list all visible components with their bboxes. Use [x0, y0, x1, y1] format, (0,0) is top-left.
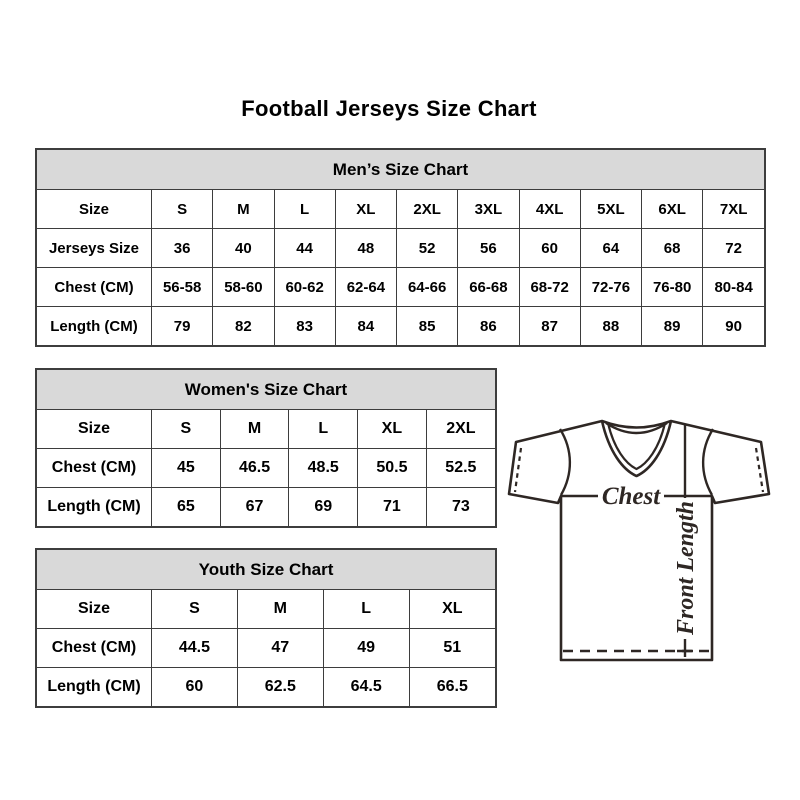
value-cell: 47 — [237, 629, 323, 668]
value-cell: L — [274, 190, 335, 229]
value-cell: 65 — [152, 488, 221, 527]
row-label-cell: Size — [37, 190, 152, 229]
youth-table-title: Youth Size Chart — [37, 550, 495, 590]
value-cell: 51 — [409, 629, 495, 668]
row-label-cell: Size — [37, 590, 152, 629]
value-cell: 48.5 — [289, 449, 358, 488]
value-cell: 45 — [152, 449, 221, 488]
value-cell: 49 — [323, 629, 409, 668]
row-label-cell: Chest (CM) — [37, 268, 152, 307]
value-cell: 4XL — [519, 190, 580, 229]
mens-table-title: Men’s Size Chart — [37, 150, 764, 190]
jersey-measurement-diagram — [503, 410, 775, 664]
value-cell: M — [237, 590, 323, 629]
value-cell: S — [152, 190, 213, 229]
value-cell: 84 — [335, 307, 396, 346]
row-label-cell: Size — [37, 410, 152, 449]
value-cell: 62.5 — [237, 668, 323, 707]
value-cell: S — [152, 590, 238, 629]
value-cell: L — [323, 590, 409, 629]
value-cell: XL — [335, 190, 396, 229]
mens-size-chart-table — [35, 148, 766, 347]
table-row — [37, 668, 495, 707]
row-label-cell: Length (CM) — [37, 488, 152, 527]
value-cell: 60 — [519, 229, 580, 268]
value-cell: 90 — [703, 307, 764, 346]
value-cell: 6XL — [642, 190, 703, 229]
value-cell: 50.5 — [358, 449, 427, 488]
value-cell: 76-80 — [642, 268, 703, 307]
value-cell: 7XL — [703, 190, 764, 229]
womens-table — [37, 410, 495, 526]
value-cell: 87 — [519, 307, 580, 346]
value-cell: 68 — [642, 229, 703, 268]
value-cell: 58-60 — [213, 268, 274, 307]
value-cell: 72-76 — [580, 268, 641, 307]
youth-size-chart-table — [35, 548, 497, 708]
value-cell: 62-64 — [335, 268, 396, 307]
chest-label: Chest — [601, 483, 661, 510]
jersey-outline-path — [509, 421, 769, 660]
mens-table — [37, 190, 764, 345]
value-cell: 64.5 — [323, 668, 409, 707]
value-cell: 36 — [152, 229, 213, 268]
value-cell: 83 — [274, 307, 335, 346]
youth-table — [37, 590, 495, 706]
table-row — [37, 307, 764, 346]
value-cell: 73 — [426, 488, 495, 527]
value-cell: 2XL — [426, 410, 495, 449]
value-cell: 88 — [580, 307, 641, 346]
value-cell: 64 — [580, 229, 641, 268]
value-cell: M — [220, 410, 289, 449]
value-cell: 48 — [335, 229, 396, 268]
value-cell: 71 — [358, 488, 427, 527]
value-cell: 46.5 — [220, 449, 289, 488]
value-cell: 69 — [289, 488, 358, 527]
row-label-cell: Jerseys Size — [37, 229, 152, 268]
value-cell: 2XL — [397, 190, 458, 229]
value-cell: 52.5 — [426, 449, 495, 488]
value-cell: XL — [358, 410, 427, 449]
value-cell: 82 — [213, 307, 274, 346]
row-label-cell: Length (CM) — [37, 307, 152, 346]
table-row — [37, 268, 764, 307]
value-cell: 56 — [458, 229, 519, 268]
value-cell: 85 — [397, 307, 458, 346]
womens-table-title: Women's Size Chart — [37, 370, 495, 410]
value-cell: 44.5 — [152, 629, 238, 668]
value-cell: 80-84 — [703, 268, 764, 307]
value-cell: 66.5 — [409, 668, 495, 707]
value-cell: 44 — [274, 229, 335, 268]
table-row — [37, 229, 764, 268]
table-row — [37, 449, 495, 488]
value-cell: 3XL — [458, 190, 519, 229]
row-label-cell: Chest (CM) — [37, 449, 152, 488]
value-cell: 5XL — [580, 190, 641, 229]
value-cell: 40 — [213, 229, 274, 268]
table-row — [37, 190, 764, 229]
value-cell: XL — [409, 590, 495, 629]
value-cell: 67 — [220, 488, 289, 527]
table-row — [37, 629, 495, 668]
value-cell: 60 — [152, 668, 238, 707]
value-cell: 68-72 — [519, 268, 580, 307]
table-row — [37, 590, 495, 629]
value-cell: 56-58 — [152, 268, 213, 307]
value-cell: S — [152, 410, 221, 449]
value-cell: 66-68 — [458, 268, 519, 307]
table-row — [37, 488, 495, 527]
page-title: Football Jerseys Size Chart — [241, 96, 537, 121]
row-label-cell: Chest (CM) — [37, 629, 152, 668]
value-cell: M — [213, 190, 274, 229]
womens-size-chart-table — [35, 368, 497, 528]
value-cell: 52 — [397, 229, 458, 268]
front-length-label: Front Length — [673, 500, 699, 636]
value-cell: 60-62 — [274, 268, 335, 307]
value-cell: 64-66 — [397, 268, 458, 307]
value-cell: 89 — [642, 307, 703, 346]
value-cell: 72 — [703, 229, 764, 268]
table-row — [37, 410, 495, 449]
value-cell: 86 — [458, 307, 519, 346]
row-label-cell: Length (CM) — [37, 668, 152, 707]
value-cell: 79 — [152, 307, 213, 346]
value-cell: L — [289, 410, 358, 449]
